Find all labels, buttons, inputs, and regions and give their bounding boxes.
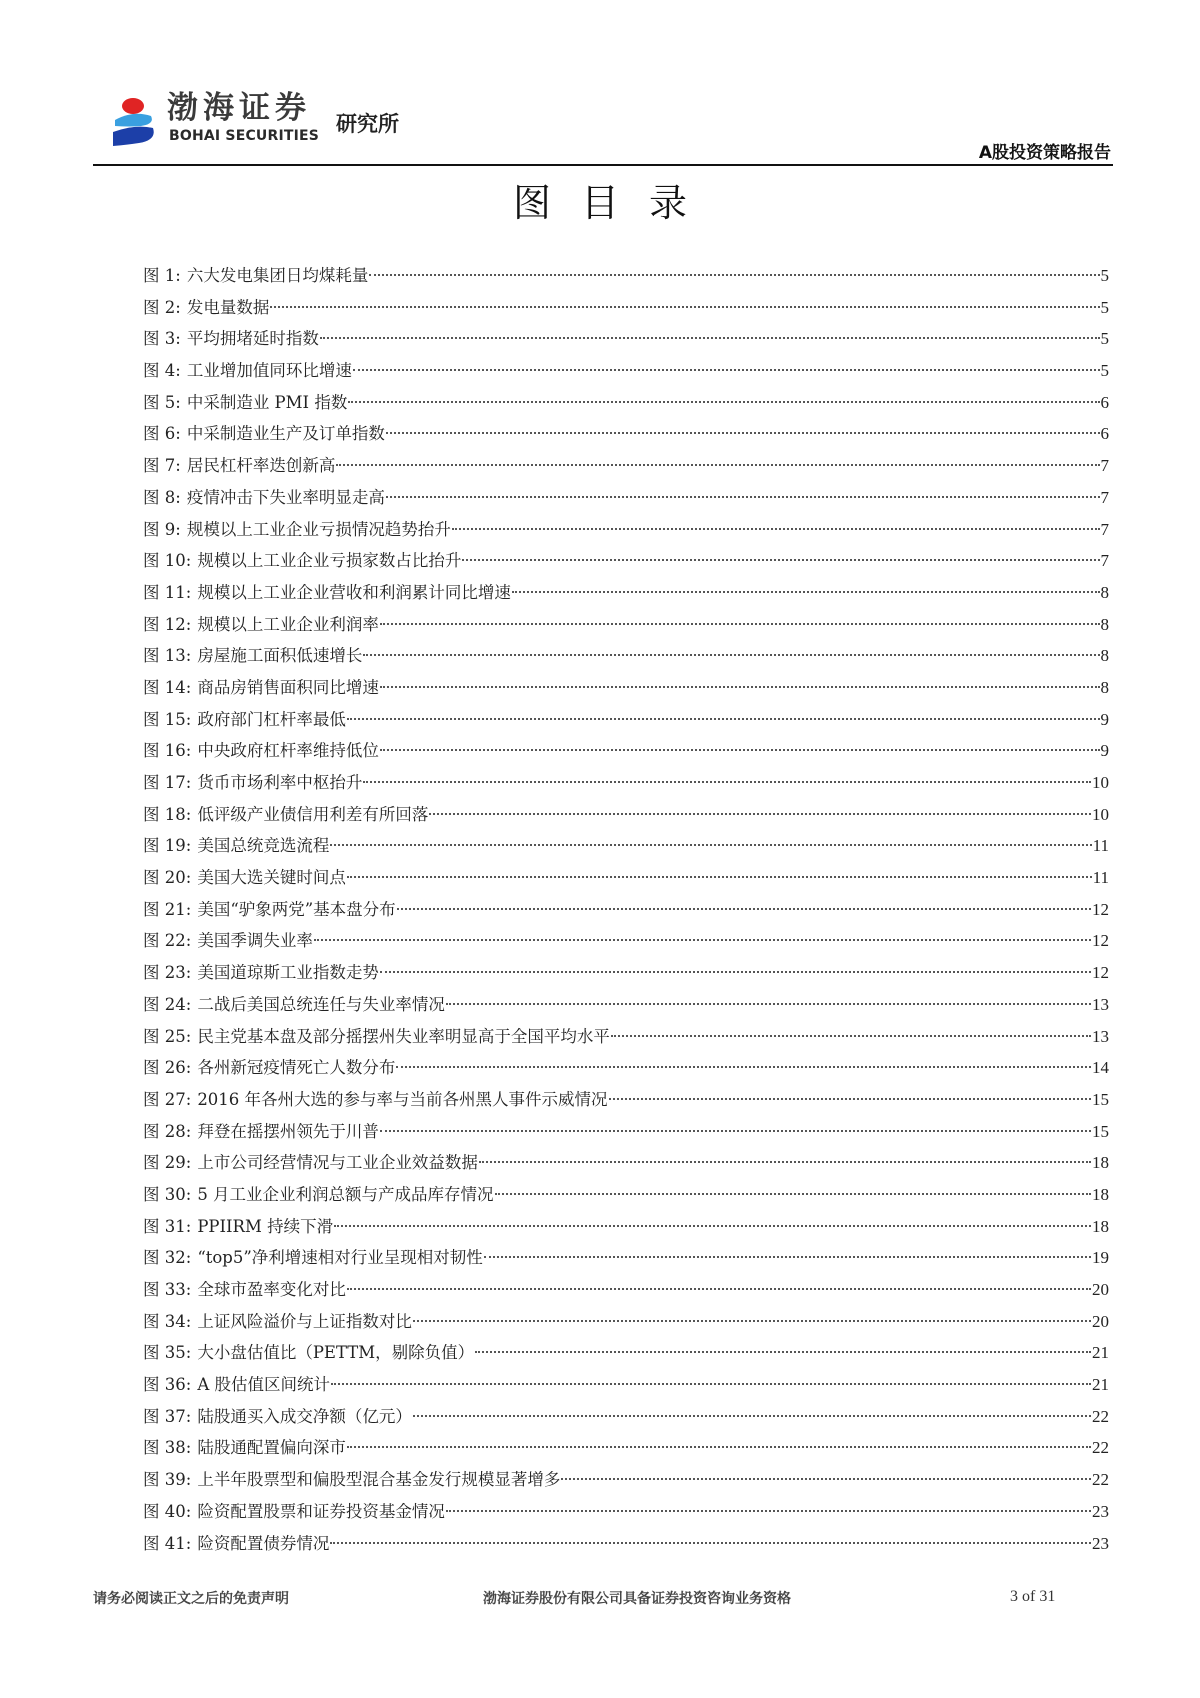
figure-number: 图 23: xyxy=(143,963,192,983)
figure-title[interactable]: 上半年股票型和偏股型混合基金发行规模显著增多 xyxy=(197,1470,561,1490)
dot-leader xyxy=(609,1098,1091,1100)
dot-leader xyxy=(479,1161,1091,1163)
figure-title[interactable]: 中央政府杠杆率维持低位 xyxy=(197,741,379,761)
figure-number: 图 6: xyxy=(143,424,181,444)
logo-chinese-name: 渤海证券 xyxy=(167,90,311,126)
page-number[interactable]: 22 xyxy=(1092,1438,1109,1458)
toc-entry[interactable] xyxy=(143,1432,1109,1464)
page-number[interactable]: 18 xyxy=(1092,1184,1109,1204)
dot-leader xyxy=(369,274,1099,276)
page-number[interactable]: 22 xyxy=(1092,1406,1109,1426)
toc-entry[interactable] xyxy=(143,1084,1109,1116)
report-type: A股投资策略报告 xyxy=(978,143,1111,163)
figure-title[interactable]: 险资配置股票和证券投资基金情况 xyxy=(197,1501,445,1521)
figure-number: 图 37: xyxy=(143,1406,192,1426)
dot-leader xyxy=(446,1003,1091,1005)
dot-leader xyxy=(380,1130,1091,1132)
page-number[interactable]: 20 xyxy=(1092,1280,1109,1299)
figure-title[interactable]: 居民杠杆率迭创新高 xyxy=(186,456,336,476)
page-number[interactable]: 13 xyxy=(1092,994,1109,1014)
figure-number: 图 20: xyxy=(143,868,192,888)
figure-number: 图 28: xyxy=(143,1121,192,1141)
figure-number: 图 3: xyxy=(143,329,181,349)
toc-entry[interactable] xyxy=(143,545,1109,577)
toc-entry[interactable] xyxy=(143,957,1109,989)
figure-number: 图 26: xyxy=(143,1058,192,1078)
toc-entry[interactable] xyxy=(143,767,1109,799)
figure-title[interactable]: 拜登在摇摆州领先于川普 xyxy=(197,1121,379,1141)
dot-leader xyxy=(353,369,1100,371)
figure-number: 图 5: xyxy=(143,392,181,412)
logo-english-name: BOHAI SECURITIES xyxy=(169,128,320,144)
page-number[interactable]: 13 xyxy=(1092,1026,1109,1046)
figure-number: 图 2: xyxy=(143,297,181,317)
page-number[interactable]: 7 xyxy=(1100,487,1109,507)
page-number[interactable]: 11 xyxy=(1092,868,1109,888)
figure-number: 图 31: xyxy=(143,1216,192,1236)
toc-entry[interactable] xyxy=(143,1306,1109,1338)
page-number[interactable]: 8 xyxy=(1100,677,1109,697)
figure-number: 图 24: xyxy=(143,994,192,1014)
page-number[interactable]: 12 xyxy=(1092,963,1109,983)
dot-leader xyxy=(331,1383,1091,1385)
page-footer xyxy=(93,1588,1113,1612)
figure-number: 图 8: xyxy=(143,487,181,507)
figure-title[interactable]: 货币市场利率中枢抬升 xyxy=(197,773,363,792)
page-number[interactable]: 8 xyxy=(1100,646,1109,666)
figure-number: 图 36: xyxy=(143,1375,192,1395)
figure-number: 图 21: xyxy=(143,899,192,919)
dot-leader xyxy=(429,813,1091,815)
figure-number: 图 33: xyxy=(143,1280,192,1299)
figure-number: 图 35: xyxy=(143,1343,192,1363)
figure-title[interactable]: 发电量数据 xyxy=(186,297,270,317)
page-number[interactable]: 10 xyxy=(1092,773,1109,792)
dot-leader xyxy=(363,654,1099,656)
page-number[interactable]: 15 xyxy=(1092,1121,1109,1141)
toc-entry[interactable] xyxy=(143,830,1109,862)
toc-entry[interactable] xyxy=(143,1147,1109,1179)
toc-entry[interactable] xyxy=(143,704,1109,736)
dot-leader xyxy=(386,432,1100,434)
page-number[interactable]: 7 xyxy=(1100,551,1109,571)
page-number[interactable]: 21 xyxy=(1092,1375,1109,1395)
dot-leader xyxy=(347,718,1100,720)
bohai-logo-icon xyxy=(111,96,157,148)
figure-number: 图 17: xyxy=(143,773,192,792)
figure-number: 图 32: xyxy=(143,1248,192,1268)
toc-entry[interactable] xyxy=(143,1116,1109,1148)
toc-entry[interactable] xyxy=(143,1052,1109,1084)
figure-number: 图 10: xyxy=(143,551,192,571)
page-title: 图目录 xyxy=(512,181,717,225)
page-number[interactable]: 23 xyxy=(1092,1533,1109,1553)
figure-title[interactable]: 陆股通配置偏向深市 xyxy=(197,1438,346,1458)
toc-entry[interactable] xyxy=(143,1337,1109,1369)
dot-leader xyxy=(484,1256,1091,1258)
figure-number: 图 9: xyxy=(143,519,181,539)
toc-entry[interactable] xyxy=(143,323,1109,355)
figure-title[interactable]: 中采制造业 PMI 指数 xyxy=(186,392,348,412)
figure-number: 图 15: xyxy=(143,709,192,729)
figure-title[interactable]: PPIIRM 持续下滑 xyxy=(197,1216,334,1236)
figure-title[interactable]: 5 月工业企业利润总额与产成品库存情况 xyxy=(197,1184,494,1204)
figure-number: 图 29: xyxy=(143,1153,192,1173)
toc-entry[interactable] xyxy=(143,894,1109,926)
page-number[interactable]: 20 xyxy=(1092,1311,1109,1331)
page-number[interactable]: 9 xyxy=(1100,741,1109,761)
dot-leader xyxy=(348,401,1099,403)
dot-leader xyxy=(320,337,1100,339)
figure-title[interactable]: 二战后美国总统连任与失业率情况 xyxy=(197,994,445,1014)
toc-entry[interactable] xyxy=(143,1274,1109,1306)
figure-title[interactable]: 全球市盈率变化对比 xyxy=(197,1280,346,1299)
dot-leader xyxy=(495,1193,1091,1195)
figure-number: 图 34: xyxy=(143,1311,192,1331)
figure-title[interactable]: 低评级产业债信用利差有所回落 xyxy=(197,804,429,824)
page-number[interactable]: 8 xyxy=(1100,582,1109,602)
dot-leader xyxy=(452,528,1100,530)
figure-title[interactable]: 险资配置债券情况 xyxy=(197,1533,330,1553)
page-number[interactable]: 18 xyxy=(1092,1216,1109,1236)
toc-entry[interactable] xyxy=(143,292,1109,324)
figure-number: 图 19: xyxy=(143,836,192,856)
toc-entry[interactable] xyxy=(143,482,1109,514)
figure-number: 图 27: xyxy=(143,1089,192,1109)
toc-entry[interactable] xyxy=(143,640,1109,672)
figure-number: 图 18: xyxy=(143,804,192,824)
disclaimer-notice: 请务必阅读正文之后的免责声明 xyxy=(93,1591,289,1607)
figure-title[interactable]: 规模以上工业企业利润率 xyxy=(197,614,379,634)
figure-number: 图 38: xyxy=(143,1438,192,1458)
figure-title[interactable]: 商品房销售面积同比增速 xyxy=(197,677,379,697)
page-number[interactable]: 5 xyxy=(1100,266,1109,285)
page-number[interactable]: 21 xyxy=(1092,1343,1109,1363)
figure-number: 图 13: xyxy=(143,646,192,666)
figure-title[interactable]: 上证风险溢价与上证指数对比 xyxy=(197,1311,412,1331)
toc-entry[interactable] xyxy=(143,1401,1109,1433)
dot-leader xyxy=(347,876,1092,878)
toc-entry[interactable] xyxy=(143,450,1109,482)
page-header xyxy=(93,88,1113,166)
figure-title[interactable]: “top5”净利增速相对行业呈现相对韧性 xyxy=(197,1248,483,1268)
toc-entry[interactable] xyxy=(143,1464,1109,1496)
figure-title[interactable]: 美国道琼斯工业指数走势 xyxy=(197,963,379,983)
dot-leader xyxy=(462,559,1099,561)
page-number[interactable]: 6 xyxy=(1100,424,1109,444)
figure-title[interactable]: 工业增加值同环比增速 xyxy=(186,361,352,381)
dot-leader xyxy=(347,1446,1091,1448)
logo-department: 研究所 xyxy=(336,112,399,136)
page-number[interactable]: 14 xyxy=(1092,1058,1109,1078)
figure-title[interactable]: 规模以上工业企业亏损情况趋势抬升 xyxy=(186,519,451,539)
dot-leader xyxy=(314,939,1091,941)
toc-entry[interactable] xyxy=(143,862,1109,894)
dot-leader xyxy=(396,1066,1091,1068)
figure-title[interactable]: 陆股通买入成交净额（亿元） xyxy=(197,1406,412,1426)
toc-entry[interactable] xyxy=(143,387,1109,419)
figure-title[interactable]: 规模以上工业企业亏损家数占比抬升 xyxy=(197,551,462,571)
figure-number: 图 16: xyxy=(143,741,192,761)
toc-entry[interactable] xyxy=(143,1211,1109,1243)
page-number[interactable]: 5 xyxy=(1100,297,1109,317)
dot-leader xyxy=(413,1320,1091,1322)
toc-entry[interactable] xyxy=(143,1242,1109,1274)
page-indicator: 3 of 31 xyxy=(1010,1588,1056,1605)
toc-entry[interactable] xyxy=(143,925,1109,957)
dot-leader xyxy=(512,591,1100,593)
toc-entry[interactable] xyxy=(143,799,1109,831)
page-number[interactable]: 5 xyxy=(1100,329,1109,349)
dot-leader xyxy=(336,464,1099,466)
toc-entry[interactable] xyxy=(143,577,1109,609)
figure-title[interactable]: 疫情冲击下失业率明显走高 xyxy=(186,487,385,507)
figure-number: 图 11: xyxy=(143,582,192,602)
dot-leader xyxy=(380,749,1100,751)
dot-leader xyxy=(270,306,1099,308)
header-divider xyxy=(93,164,1113,166)
dot-leader xyxy=(446,1510,1091,1512)
figure-title[interactable]: 美国季调失业率 xyxy=(197,931,313,951)
figure-title[interactable]: A 股估值区间统计 xyxy=(197,1375,330,1395)
figure-number: 图 41: xyxy=(143,1533,192,1553)
page-number[interactable]: 10 xyxy=(1092,804,1109,824)
page-number[interactable]: 7 xyxy=(1100,456,1109,476)
dot-leader xyxy=(334,1225,1091,1227)
toc-entry[interactable] xyxy=(143,989,1109,1021)
dot-leader xyxy=(380,686,1100,688)
figure-number: 图 39: xyxy=(143,1470,192,1490)
page-number[interactable]: 9 xyxy=(1100,709,1109,729)
dot-leader xyxy=(330,1542,1091,1544)
figure-title[interactable]: 中采制造业生产及订单指数 xyxy=(186,424,385,444)
page-number[interactable]: 19 xyxy=(1092,1248,1109,1268)
dot-leader xyxy=(347,1288,1091,1290)
toc-entry[interactable] xyxy=(143,1179,1109,1211)
figure-number: 图 30: xyxy=(143,1184,192,1204)
figure-number: 图 1: xyxy=(143,266,181,285)
toc-entry[interactable] xyxy=(143,672,1109,704)
figure-toc xyxy=(143,260,1109,1559)
dot-leader xyxy=(475,1351,1091,1353)
figure-number: 图 22: xyxy=(143,931,192,951)
figure-number: 图 40: xyxy=(143,1501,192,1521)
dot-leader xyxy=(561,1478,1091,1480)
page-number[interactable]: 12 xyxy=(1092,899,1109,919)
dot-leader xyxy=(397,908,1091,910)
dot-leader xyxy=(363,781,1091,783)
page-number[interactable]: 8 xyxy=(1100,614,1109,634)
dot-leader xyxy=(380,623,1100,625)
toc-entry[interactable] xyxy=(143,1021,1109,1053)
figure-number: 图 25: xyxy=(143,1026,192,1046)
page-number[interactable]: 15 xyxy=(1092,1089,1109,1109)
toc-entry[interactable] xyxy=(143,260,1109,292)
figure-number: 图 7: xyxy=(143,456,181,476)
dot-leader xyxy=(611,1035,1091,1037)
figure-title[interactable]: 大小盘估值比（PETTM，剔除负值） xyxy=(197,1343,475,1363)
figure-title[interactable]: 规模以上工业企业营收和利润累计同比增速 xyxy=(197,582,511,602)
figure-number: 图 14: xyxy=(143,677,192,697)
figure-title[interactable]: 美国大选关键时间点 xyxy=(197,868,346,888)
figure-title[interactable]: 各州新冠疫情死亡人数分布 xyxy=(197,1058,396,1078)
page-number[interactable]: 18 xyxy=(1092,1153,1109,1173)
figure-number: 图 4: xyxy=(143,361,181,381)
figure-number: 图 12: xyxy=(143,614,192,634)
figure-title[interactable]: 美国“驴象两党”基本盘分布 xyxy=(197,899,396,919)
figure-title[interactable]: 平均拥堵延时指数 xyxy=(186,329,319,349)
figure-title[interactable]: 美国总统竞选流程 xyxy=(197,836,330,856)
page-number[interactable]: 6 xyxy=(1100,392,1109,412)
dot-leader xyxy=(380,971,1091,973)
dot-leader xyxy=(330,844,1091,846)
figure-title[interactable]: 民主党基本盘及部分摇摆州失业率明显高于全国平均水平 xyxy=(197,1026,610,1046)
toc-entry[interactable] xyxy=(143,355,1109,387)
figure-title[interactable]: 房屋施工面积低速增长 xyxy=(197,646,363,666)
toc-entry[interactable] xyxy=(143,1496,1109,1528)
toc-entry[interactable] xyxy=(143,735,1109,767)
toc-entry[interactable] xyxy=(143,609,1109,641)
toc-entry[interactable] xyxy=(143,1528,1109,1560)
figure-title[interactable]: 六大发电集团日均煤耗量 xyxy=(186,266,369,285)
toc-entry[interactable] xyxy=(143,514,1109,546)
toc-entry[interactable] xyxy=(143,1369,1109,1401)
toc-entry[interactable] xyxy=(143,418,1109,450)
page-number[interactable]: 12 xyxy=(1092,931,1109,951)
page-number[interactable]: 5 xyxy=(1100,361,1109,381)
figure-title[interactable]: 政府部门杠杆率最低 xyxy=(197,709,346,729)
page-number[interactable]: 23 xyxy=(1092,1501,1109,1521)
page-number[interactable]: 11 xyxy=(1092,836,1109,856)
page-number[interactable]: 7 xyxy=(1100,519,1109,539)
dot-leader xyxy=(386,496,1100,498)
figure-title[interactable]: 2016 年各州大选的参与率与当前各州黑人事件示威情况 xyxy=(197,1089,608,1109)
figure-title[interactable]: 上市公司经营情况与工业企业效益数据 xyxy=(197,1153,478,1173)
page-number[interactable]: 22 xyxy=(1092,1470,1109,1490)
qualification-notice: 渤海证券股份有限公司具备证券投资咨询业务资格 xyxy=(483,1591,791,1607)
dot-leader xyxy=(413,1415,1091,1417)
